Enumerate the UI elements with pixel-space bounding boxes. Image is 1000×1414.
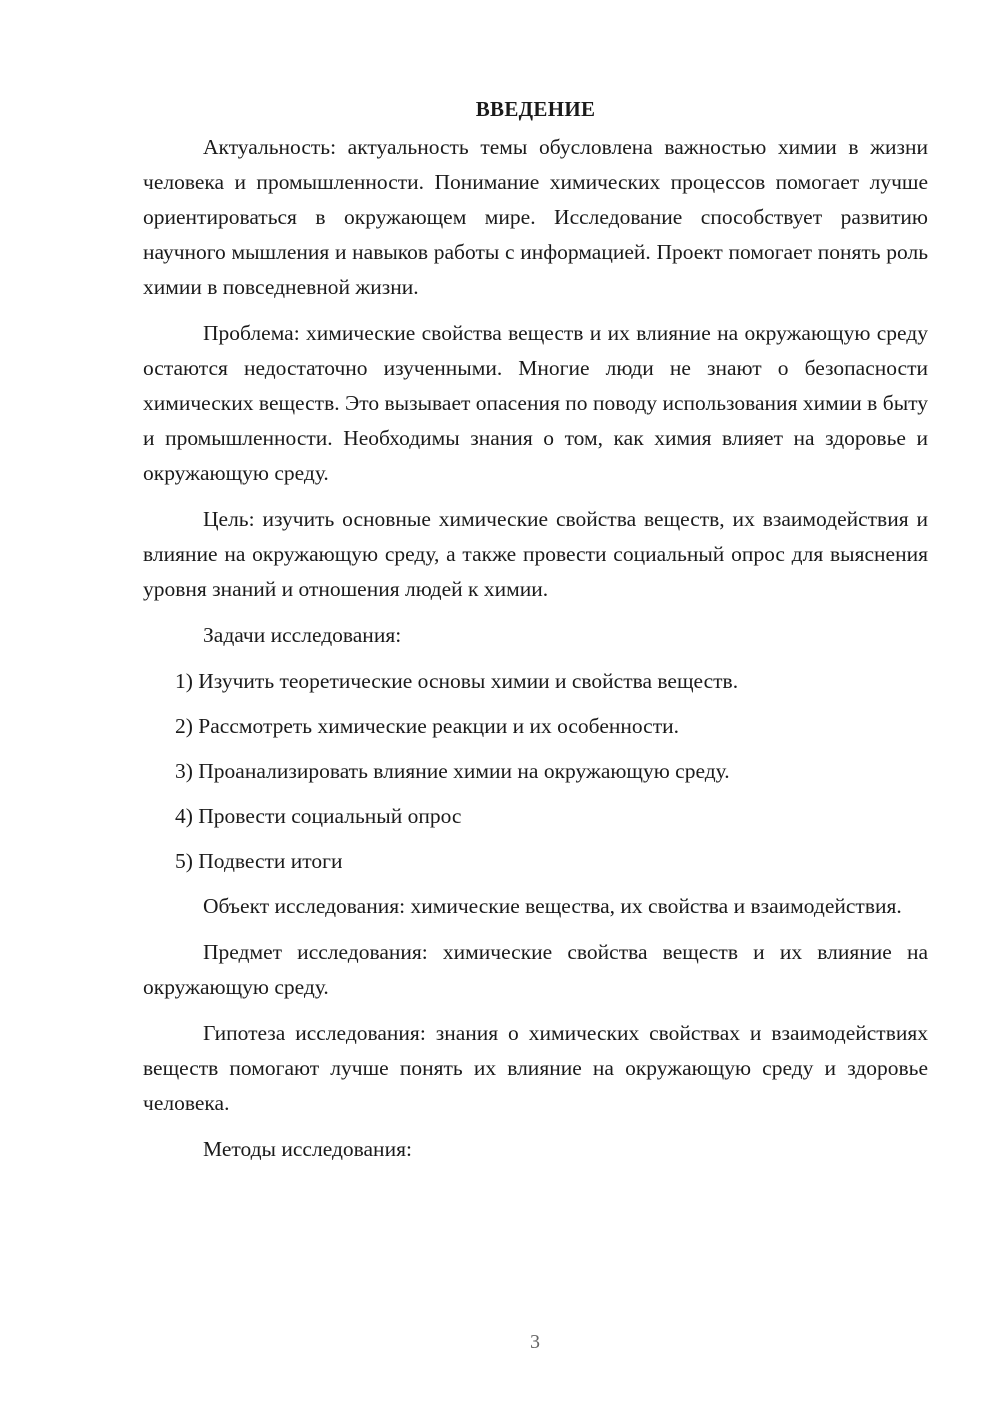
paragraph-object: Объект исследования: химические вещества, их свойства и взаимодействия. — [203, 894, 902, 918]
task-item: 4) Провести социальный опрос — [175, 804, 462, 828]
tasks-heading: Задачи исследования: — [203, 623, 402, 647]
task-item: 5) Подвести итоги — [175, 849, 343, 873]
task-item: 3) Проанализировать влияние химии на окружающую среду. — [175, 759, 730, 783]
tasks-list — [143, 664, 928, 879]
paragraph-problem: Проблема: химические свойства веществ и их влияние на окружающую среду остаются недостаточно изученными. Многие люди не знают о безопасности химических веществ. Это вызывает опасения по поводу использования химии в быту и промышленности. Необходимы знания о том, как химия влияет на здоровье и окружающую среду. — [143, 321, 928, 485]
task-item: 2) Рассмотреть химические реакции и их особенности. — [175, 714, 679, 738]
paragraph-relevance: Актуальность: актуальность темы обусловлена важностью химии в жизни человека и промышленности. Понимание химических процессов помогает лучше ориентироваться в окружающем мире. Исследование способствует развитию научного мышления и навыков работы с информацией. Проект помогает понять роль химии в повседневной жизни. — [143, 135, 928, 299]
methods-heading: Методы исследования: — [203, 1137, 412, 1161]
paragraph-hypothesis: Гипотеза исследования: знания о химических свойствах и взаимодействиях веществ помогают лучше понять их влияние на окружающую среду и здоровье человека. — [143, 1021, 928, 1115]
page-number: 3 — [530, 1331, 540, 1353]
paragraph-goal: Цель: изучить основные химические свойства веществ, их взаимодействия и влияние на окружающую среду, а также провести социальный опрос для выяснения уровня знаний и отношения людей к химии. — [143, 507, 928, 601]
document-page — [143, 92, 928, 1167]
task-item: 1) Изучить теоретические основы химии и свойства веществ. — [175, 669, 739, 693]
section-title: ВВЕДЕНИЕ — [475, 97, 596, 121]
paragraph-subject: Предмет исследования: химические свойства веществ и их влияние на окружающую среду. — [143, 940, 928, 999]
